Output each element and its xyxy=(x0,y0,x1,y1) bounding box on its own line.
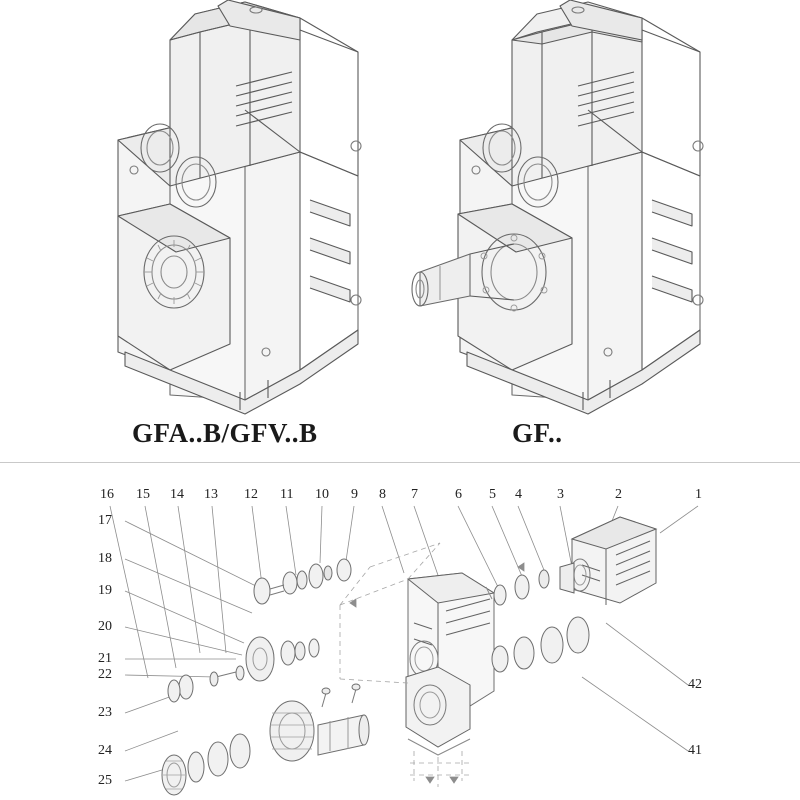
callout-19: 19 xyxy=(98,583,112,598)
callout-1: 1 xyxy=(695,487,702,502)
caption-left-model: GFA..B/GFV..B xyxy=(132,418,318,448)
callout-24: 24 xyxy=(98,743,112,758)
caption-right-model: GF.. xyxy=(512,418,563,448)
callout-41: 41 xyxy=(688,743,702,758)
callout-3: 3 xyxy=(557,487,564,502)
callout-13: 13 xyxy=(204,487,218,502)
callout-21: 21 xyxy=(98,651,112,666)
callout-25: 25 xyxy=(98,773,112,788)
callout-8: 8 xyxy=(379,487,386,502)
exploded-parts-diagram xyxy=(0,463,800,800)
callout-42: 42 xyxy=(688,677,702,692)
callout-18: 18 xyxy=(98,551,112,566)
callout-2: 2 xyxy=(615,487,622,502)
callout-20: 20 xyxy=(98,619,112,634)
callout-5: 5 xyxy=(489,487,496,502)
exploded-parts-vector xyxy=(0,463,800,800)
callout-4: 4 xyxy=(515,487,522,502)
callout-7: 7 xyxy=(411,487,418,502)
callout-22: 22 xyxy=(98,667,112,682)
callout-23: 23 xyxy=(98,705,112,720)
callout-14: 14 xyxy=(170,487,184,502)
callout-6: 6 xyxy=(455,487,462,502)
callout-9: 9 xyxy=(351,487,358,502)
callout-10: 10 xyxy=(315,487,329,502)
callout-11: 11 xyxy=(280,487,294,502)
callout-15: 15 xyxy=(136,487,150,502)
callout-12: 12 xyxy=(244,487,258,502)
callout-16: 16 xyxy=(100,487,114,502)
callout-17: 17 xyxy=(98,513,112,528)
